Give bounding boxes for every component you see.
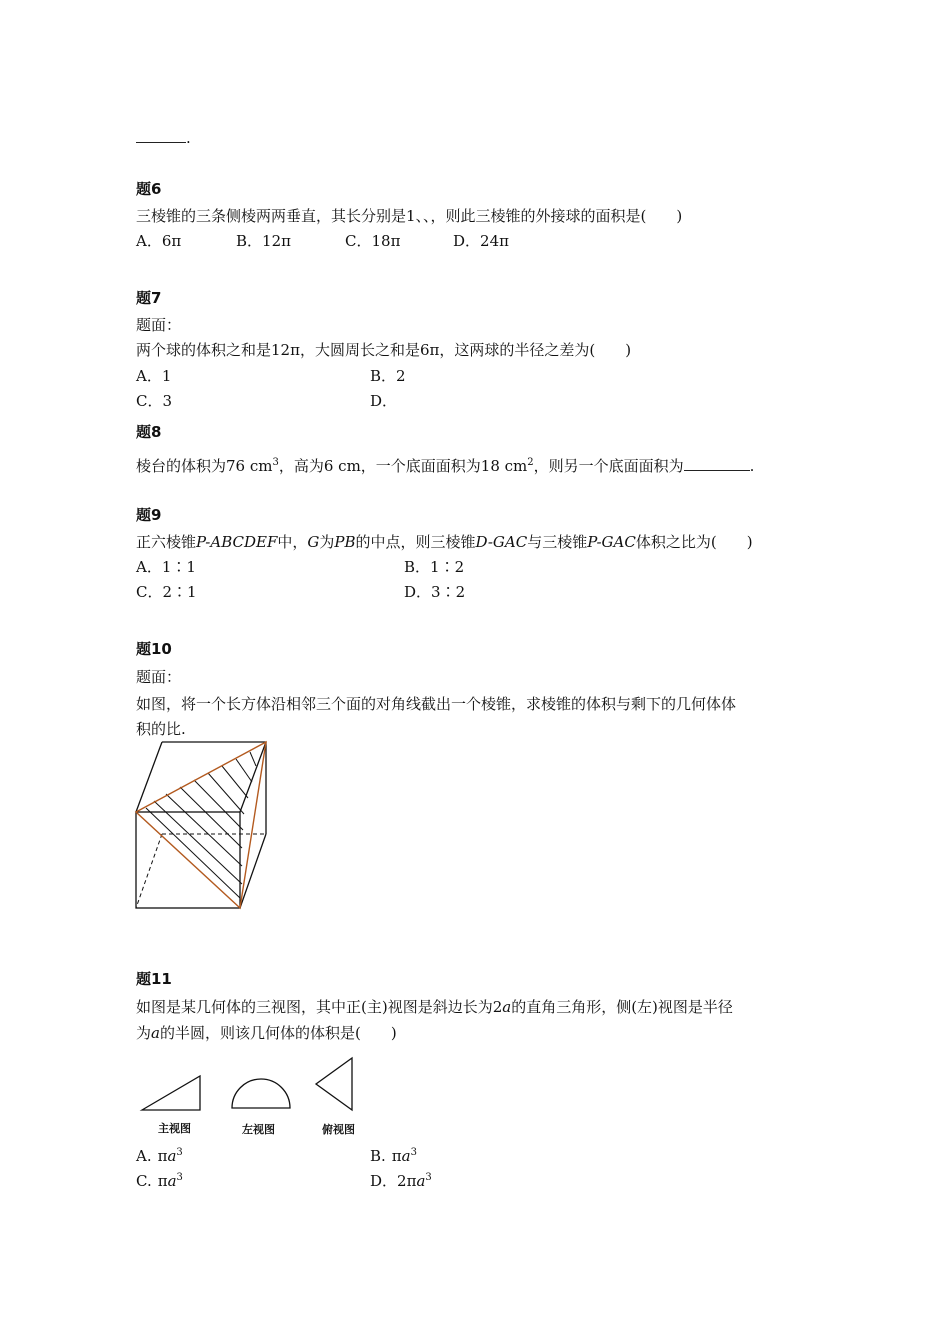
q10-line1: 如图，将一个长方体沿相邻三个面的对角线截出一个棱锥，求棱锥的体积与剩下的几何体体: [136, 695, 737, 713]
q6-heading: 题6: [136, 180, 162, 198]
answer-blank: [136, 128, 186, 143]
q10-line2: 积的比.: [136, 720, 186, 738]
q11-option-b: B. $\pi a^3$: [370, 1147, 417, 1165]
q11-option-a: A. $\pi a^3$: [136, 1147, 183, 1165]
edge: [136, 742, 162, 812]
q7-option-a: A．1: [136, 367, 172, 385]
q6-option-c: C．18π: [345, 232, 401, 250]
q11-line2: 为a的半圆，则该几何体的体积是( ): [136, 1024, 397, 1042]
hidden-edge: [136, 834, 162, 908]
q9-option-c: C．2∶1: [136, 583, 197, 601]
q7-option-c: C．3: [136, 392, 173, 410]
q7-option-b: B．2: [370, 367, 406, 385]
q11-option-c: C. $\pi a^3$: [136, 1172, 183, 1190]
q8-stem: 棱台的体积为76 $cm^3$，高为6 cm，一个底面面积为18 $cm^2$，则另一个底面面积为 .: [136, 457, 755, 475]
edge: [240, 742, 266, 812]
q9-option-d: D．3∶2: [404, 583, 466, 601]
q8-heading: 题8: [136, 423, 162, 441]
top-view-caption: 俯视图: [322, 1123, 355, 1136]
q11-line1: 如图是某几何体的三视图，其中正(主)视图是斜边长为2a的直角三角形，侧(左)视图是半径: [136, 998, 733, 1016]
q6-option-b: B．12π: [236, 232, 291, 250]
q6-option-a: A．6π: [136, 232, 182, 250]
side-view-caption: 左视图: [242, 1123, 275, 1136]
top-view-triangle: [314, 1056, 356, 1112]
q9-heading: 题9: [136, 506, 162, 524]
q10-label: 题面：: [136, 668, 182, 686]
q7-heading: 题7: [136, 289, 162, 307]
q7-option-d: D．: [370, 392, 398, 410]
front-view-triangle: [140, 1074, 202, 1112]
q11-option-d: D．$2\pi a^3$: [370, 1172, 432, 1190]
answer-blank: [684, 456, 750, 471]
q9-option-a: A．1∶1: [136, 558, 196, 576]
q9-stem: 正六棱锥P-ABCDEF中，G为PB的中点，则三棱锥D-GAC与三棱锥P-GAC体积之比为( ): [136, 533, 753, 551]
q7-stem: 两个球的体积之和是12π，大圆周长之和是6π，这两球的半径之差为( ): [136, 341, 632, 359]
q7-label: 题面：: [136, 316, 182, 334]
q10-heading: 题10: [136, 640, 172, 658]
q9-option-b: B．1∶2: [404, 558, 465, 576]
front-view-caption: 主视图: [158, 1122, 191, 1135]
cuboid-pyramid-figure: [132, 738, 272, 913]
top-fragment: .: [136, 128, 191, 148]
side-view-semicircle: [230, 1074, 292, 1110]
q11-heading: 题11: [136, 970, 172, 988]
q6-option-d: D．24π: [453, 232, 509, 250]
edge: [240, 834, 266, 908]
cut-triangle: [136, 742, 266, 908]
q6-stem: 三棱锥的三条侧棱两两垂直，其长分别是1、、，则此三棱锥的外接球的面积是( ): [136, 207, 683, 225]
